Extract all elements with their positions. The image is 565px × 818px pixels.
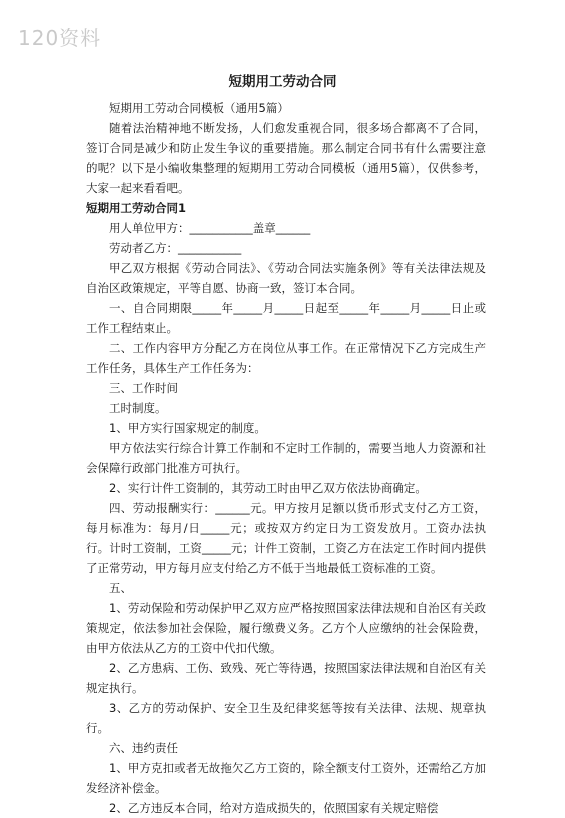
work-hours-system: 工时制度。 [109,401,167,415]
liability-item-2: 2、乙方违反本合同，给对方造成损失的，依照国家有关规定赔偿 [109,801,439,815]
clause-five-heading: 五、 [109,581,132,595]
doc-subtitle: 短期用工劳动合同模板（通用5篇） [109,101,289,115]
work-hours-note: 甲方依法实行综合计算工作制和不定时工作制的，需要当地人力资源和社会保障行政部门批准方可执行。 [86,441,486,475]
insurance-item-2: 2、乙方患病、工伤、致残、死亡等待遇，按照国家法律法规和自治区有关规定执行。 [86,661,486,695]
work-hours-item-1: 1、甲方实行国家规定的制度。 [109,421,266,435]
preamble-paragraph: 甲乙双方根据《劳动合同法》、《劳动合同法实施条例》等有关法律法规及自治区政策规定，平等自愿、协商一致，签订本合同。 [86,261,486,295]
section-heading: 短期用工劳动合同1 [86,201,187,215]
clause-work-content: 二、工作内容甲方分配乙方在岗位从事工作。在正常情况下乙方完成生产工作任务，具体生产工作任务为： [86,341,486,375]
insurance-item-3: 3、乙方的劳动保护、安全卫生及纪律奖惩等按有关法律、法规、规章执行。 [86,701,486,735]
work-hours-item-2: 2、实行计件工资制的，其劳动工时由甲乙双方依法协商确定。 [109,481,427,495]
document-title: 短期用工劳动合同 [228,74,337,90]
insurance-item-1: 1、劳动保险和劳动保护甲乙双方应严格按照国家法律法规和自治区有关政策规定，依法参加社会保险，履行缴费义务。乙方个人应缴纳的社会保险费，由甲方依法从乙方的工资中代扣代缴。 [86,601,486,655]
clause-remuneration: 四、劳动报酬实行：______元。甲方按月足额以货币形式支付乙方工资，每月标准为：每月/日_____元；或按双方约定日为工资发放月。工资办法执行。计时工资制，工资_____元；计件工资制，工资乙方在法定工作时间内提供了正常劳动，甲方每月应支付给乙方不低于当地最低工资标准的工资。 [86,501,486,575]
employer-line: 用人单位甲方：___________盖章______ [109,221,311,235]
employee-line: 劳动者乙方：___________ [109,241,242,255]
document-body [86,98,486,818]
clause-work-hours-heading: 三、工作时间 [109,381,178,395]
intro-paragraph: 随着法治精神地不断发扬，人们愈发重视合同，很多场合都离不了合同，签订合同是减少和防止发生争议的重要措施。那么制定合同书有什么需要注意的呢？以下是小编收集整理的短期用工劳动合同模板（通用5篇），仅供参考，大家一起来看看吧。 [86,121,486,195]
clause-term: 一、自合同期限_____年_____月_____日起至_____年_____月_____日止或工作工程结束止。 [86,301,486,335]
clause-liability-heading: 六、违约责任 [109,741,178,755]
liability-item-1: 1、甲方克扣或者无故拖欠乙方工资的，除全额支付工资外，还需给乙方加发经济补偿金。 [86,761,486,795]
watermark-logo: 120资料 [18,26,102,50]
